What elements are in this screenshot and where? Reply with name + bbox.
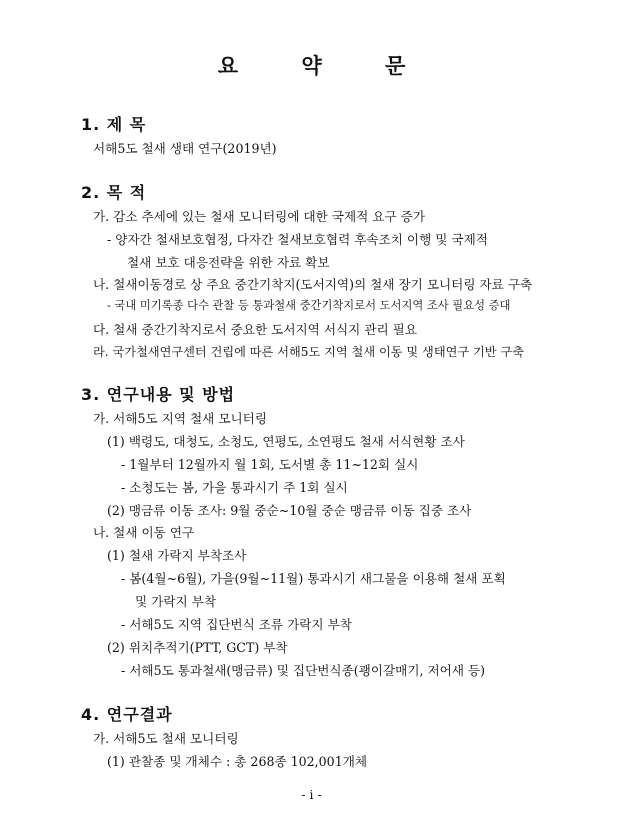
section-2-heading: 2. 목 적	[81, 183, 147, 202]
section-3-item-b: 나. 철새 이동 연구	[93, 525, 195, 540]
section-2-item-a-detail: - 양자간 철새보호협정, 다자간 철새보호협력 후속조치 이행 및 국제적	[107, 232, 488, 247]
section-3-item-b1-detail-1: - 봄(4월~6월), 가을(9월~11월) 통과시기 새그물을 이용해 철새 포획	[121, 571, 506, 586]
section-2-item-a: 가. 감소 추세에 있는 철새 모니터링에 대한 국제적 요구 증가	[93, 209, 426, 224]
section-3-item-b1: (1) 철새 가락지 부착조사	[107, 548, 247, 563]
section-4-item-a: 가. 서해5도 철새 모니터링	[93, 731, 239, 746]
page-number: - i -	[301, 787, 322, 802]
page-title: 요 약 문	[217, 53, 434, 78]
section-3-item-b1-detail-1-cont: 및 가락지 부착	[135, 594, 216, 609]
section-3-item-a1: (1) 백령도, 대청도, 소청도, 연평도, 소연평도 철새 서식현황 조사	[107, 434, 465, 449]
section-2-item-b: 나. 철새이동경로 상 주요 중간기착지(도서지역)의 철새 장기 모니터링 자료 구축	[93, 277, 533, 292]
section-3-item-b2-detail-1: - 서해5도 통과철새(맹금류) 및 집단번식종(괭이갈매기, 저어새 등)	[121, 663, 486, 678]
section-4-item-a1: (1) 관찰종 및 개체수 : 총 268종 102,001개체	[107, 754, 368, 769]
section-2-item-d: 라. 국가철새연구센터 건립에 따른 서해5도 지역 철새 이동 및 생태연구 기반 구축	[93, 345, 524, 359]
section-3-item-a: 가. 서해5도 지역 철새 모니터링	[93, 411, 268, 426]
section-3-item-a1-detail-1: - 1월부터 12월까지 월 1회, 도서별 총 11~12회 실시	[121, 457, 419, 472]
section-2-item-c: 다. 철새 중간기착지로서 중요한 도서지역 서식지 관리 필요	[93, 322, 417, 337]
section-3-item-b2: (2) 위치추적기(PTT, GCT) 부착	[107, 640, 288, 655]
section-4-heading: 4. 연구결과	[81, 705, 173, 724]
section-3-heading: 3. 연구내용 및 방법	[81, 385, 236, 404]
section-3-item-b1-detail-2: - 서해5도 지역 집단번식 조류 가락지 부착	[121, 617, 352, 632]
section-1-text: 서해5도 철새 생태 연구(2019년)	[93, 141, 277, 156]
section-1-heading: 1. 제 목	[81, 115, 147, 134]
section-2-item-a-detail-cont: 철새 보호 대응전략을 위한 자료 확보	[127, 255, 330, 270]
section-2-item-b-detail: - 국내 미기록종 다수 관찰 등 통과철새 중간기착지로서 도서지역 조사 필요성 증대	[107, 299, 511, 312]
section-3-item-a2: (2) 맹금류 이동 조사: 9월 중순~10월 중순 맹금류 이동 집중 조사	[107, 503, 472, 518]
section-3-item-a1-detail-2: - 소청도는 봄, 가을 통과시기 주 1회 실시	[121, 480, 348, 495]
